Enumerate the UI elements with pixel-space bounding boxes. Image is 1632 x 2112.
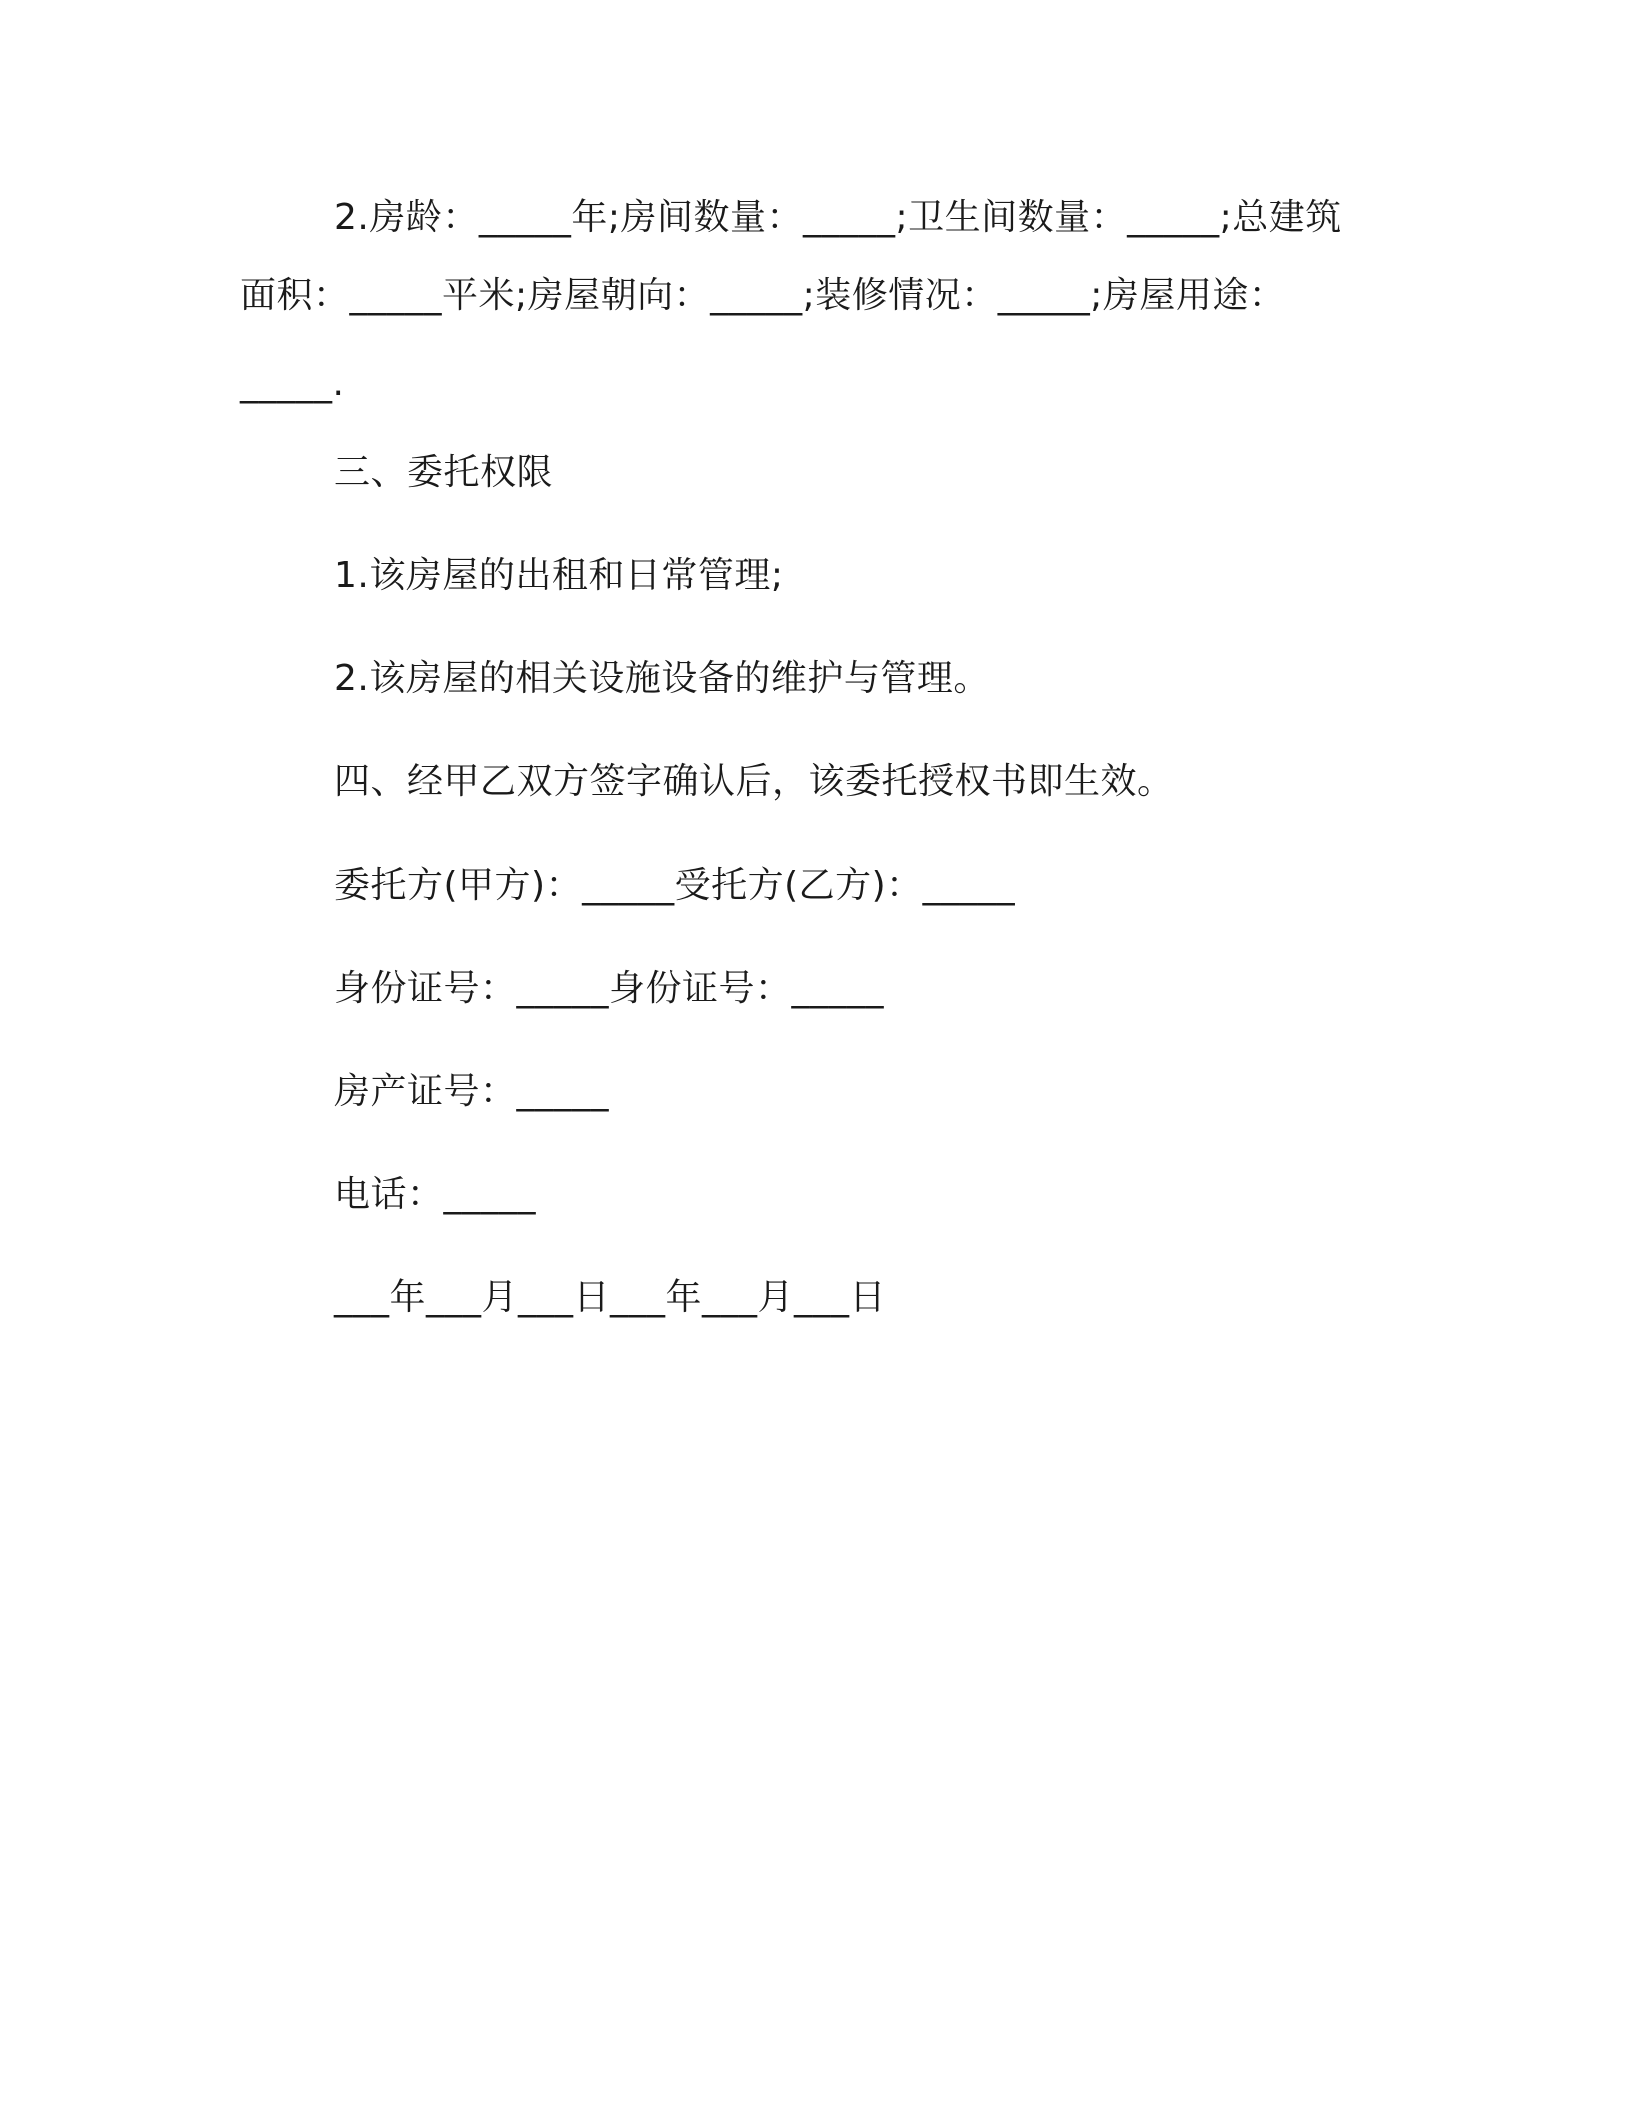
section-four-text: 四、经甲乙双方签字确认后，该委托授权书即生效。 (334, 761, 1174, 802)
property-cert-line: 房产证号：_____ (334, 1071, 610, 1112)
id-number-line: 身份证号：_____身份证号：_____ (334, 968, 885, 1009)
phone-line: 电话：_____ (334, 1174, 537, 1215)
authority-item-1: 1.该房屋的出租和日常管理; (334, 555, 784, 596)
signature-parties-line: 委托方(甲方)：_____受托方(乙方)：_____ (334, 865, 1016, 906)
house-details-line-2: 面积：_____平米;房屋朝向：_____;装修情况：_____;房屋用途： (240, 275, 1286, 316)
house-details-line-1: 2.房龄：_____年;房间数量：_____;卫生间数量：_____;总建筑 (334, 197, 1342, 238)
house-details-line-3: _____. (240, 363, 345, 404)
section-three-heading: 三、委托权限 (334, 452, 554, 493)
date-line: ___年___月___日___年___月___日 (334, 1277, 887, 1318)
authority-item-2: 2.该房屋的相关设施设备的维护与管理。 (334, 658, 990, 699)
